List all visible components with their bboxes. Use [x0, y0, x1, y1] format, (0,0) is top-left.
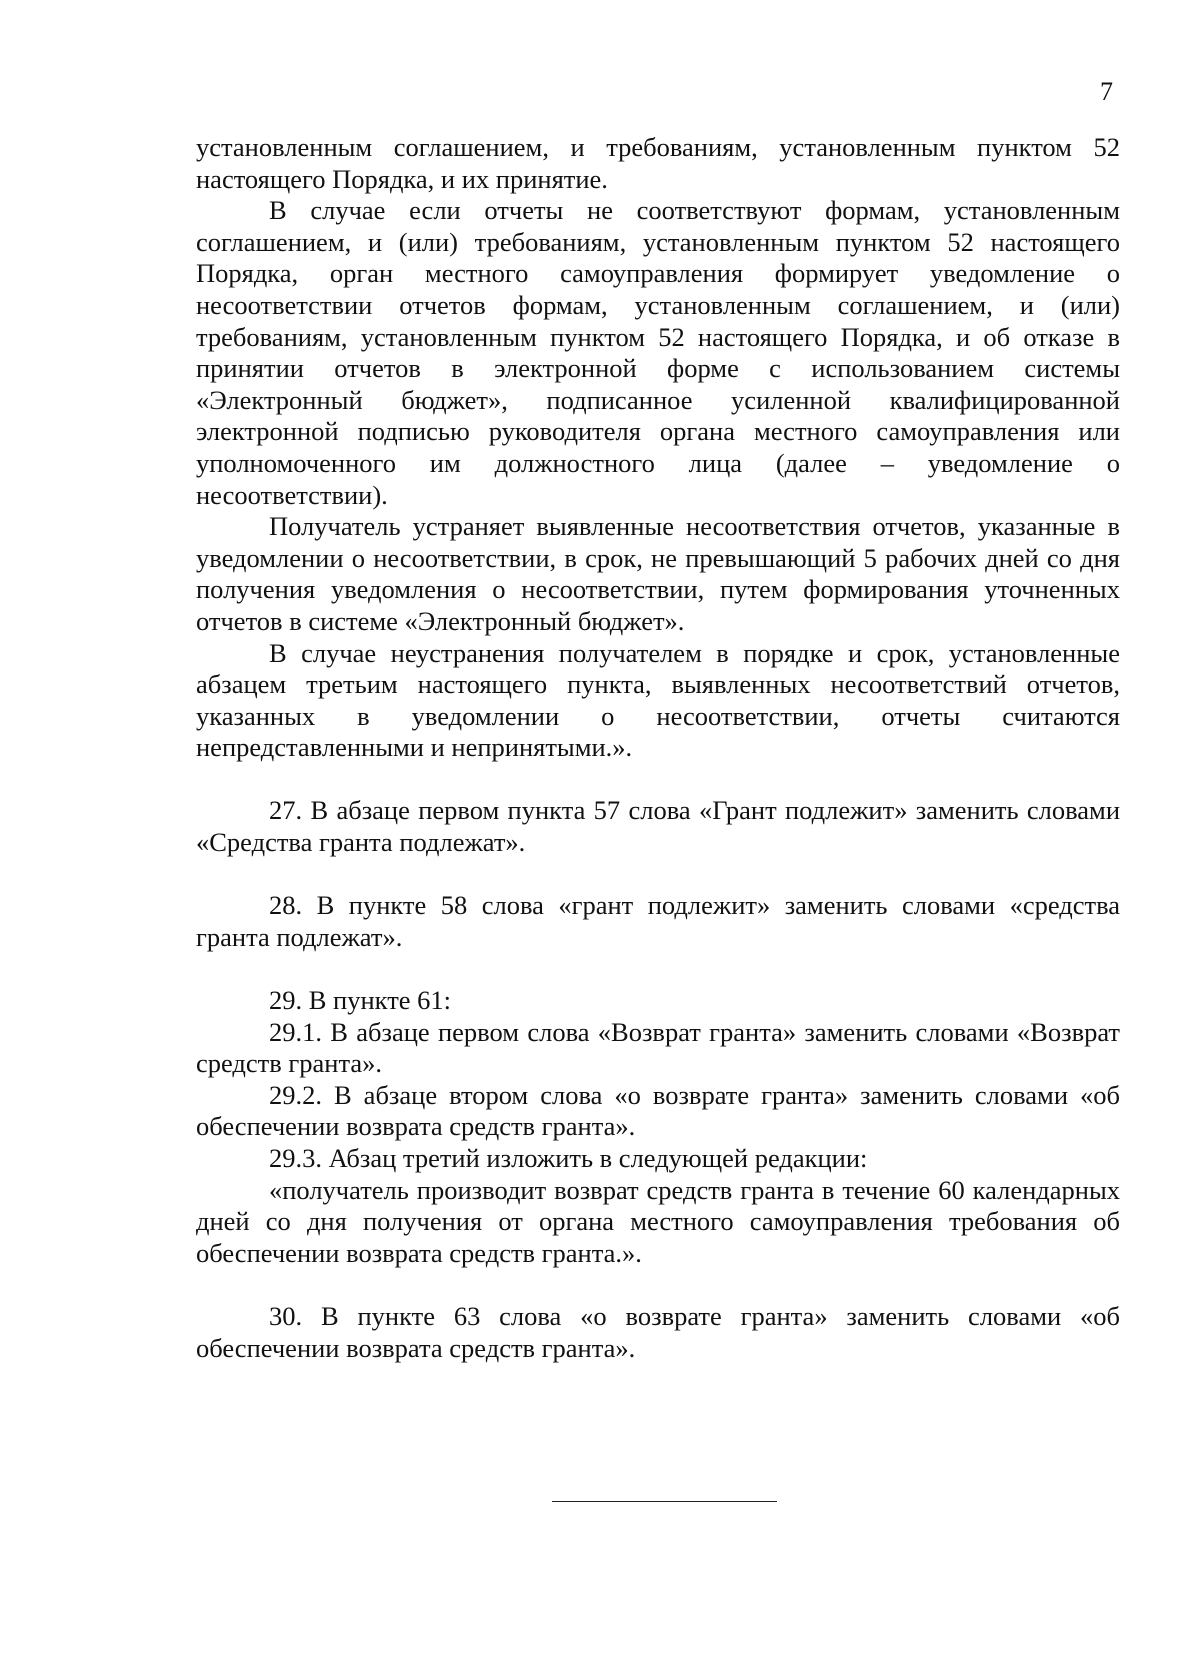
- document-body: [196, 132, 1120, 1364]
- paragraph-recipient-corrections: Получатель устраняет выявленные несоответствия отчетов, указанные в уведомлении о несоответствии, в срок, не превышающий 5 рабочих дней со дня получения уведомления о несоответствии, путем формирования уточненных отчетов в системе «Электронный бюджет».: [196, 511, 1120, 636]
- item-29: 29. В пункте 61:: [269, 985, 452, 1016]
- item-30: 30. В пункте 63 слова «о возврате гранта» заменить словами «об обеспечении возврата средств гранта».: [196, 1300, 1120, 1363]
- item-29-3: 29.3. Абзац третий изложить в следующей редакции:: [269, 1143, 868, 1173]
- item-27: 27. В абзаце первом пункта 57 слова «Грант подлежит» заменить словами «Средства гранта подлежат».: [196, 795, 1120, 858]
- item-29-3-new-text: «получатель производит возврат средств гранта в течение 60 календарных дней со дня получения от органа местного самоуправления требования об обеспечении возврата средств гранта.».: [196, 1174, 1120, 1268]
- item-28: 28. В пункте 58 слова «грант подлежит» заменить словами «средства гранта подлежат».: [196, 890, 1120, 952]
- page-number: 7: [1100, 77, 1113, 106]
- paragraph-continuation: установленным соглашением, и требованиям, установленным пунктом 52 настоящего Порядка, и их принятие.: [196, 132, 1120, 194]
- end-of-document-rule: [552, 1501, 777, 1502]
- item-29-1: 29.1. В абзаце первом слова «Возврат гранта» заменить словами «Возврат средств гранта».: [196, 1016, 1120, 1079]
- paragraph-unaccepted-reports: В случае неустранения получателем в порядке и срок, установленные абзацем третьим настоящего пункта, выявленных несоответствий отчетов, указанных в уведомлении о несоответствии, отчеты считаются непредставленными и непринятыми.».: [196, 637, 1120, 763]
- paragraph-notice-of-nonconformity: В случае если отчеты не соответствуют формам, установленным соглашением, и (или) требованиям, установленным пунктом 52 настоящего Порядка, орган местного самоуправления формирует уведомление о несоответствии отчетов формам, установленным соглашением, и (или) требованиям, установленным пунктом 52 настоящего Порядка, и об отказе в принятии отчетов в электронной форме с использованием системы «Электронный бюджет», подписанное усиленной квалифицированной электронной подписью руководителя органа местного самоуправления или уполномоченного им должностного лица (далее – уведомление о несоответствии).: [196, 195, 1120, 510]
- item-29-2: 29.2. В абзаце втором слова «о возврате гранта» заменить словами «об обеспечении возврата средств гранта».: [196, 1079, 1120, 1142]
